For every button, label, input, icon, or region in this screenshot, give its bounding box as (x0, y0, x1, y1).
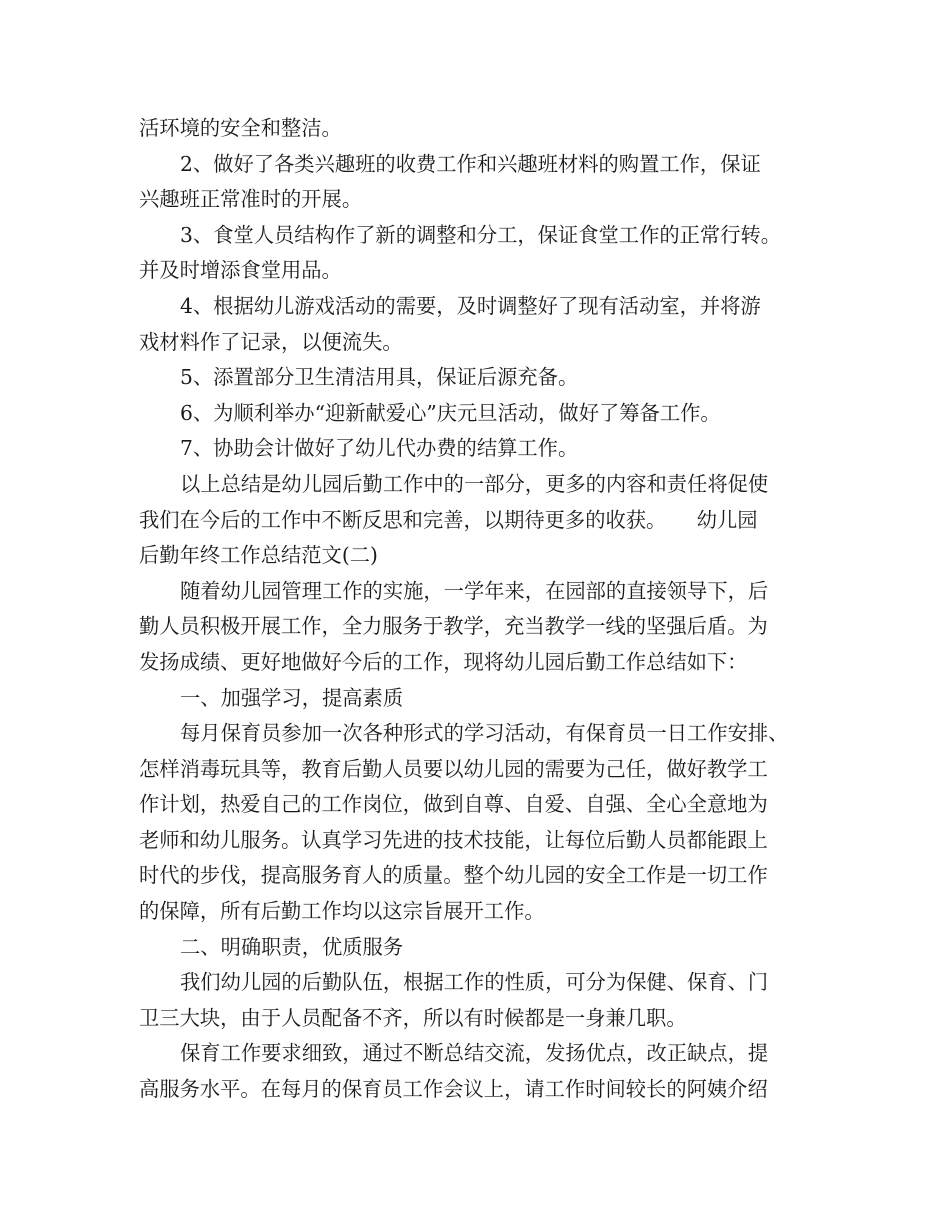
text-line: 勤人员积极开展工作，全力服务于教学，充当教学一线的坚强后盾。为 (139, 614, 768, 639)
text-line: 3、食堂人员结构作了新的调整和分工，保证食堂工作的正常行转。 (180, 222, 782, 247)
text-line: 以上总结是幼儿园后勤工作中的一部分，更多的内容和责任将促使 (180, 471, 769, 496)
text-line: 随着幼儿园管理工作的实施，一学年来，在园部的直接领导下，后 (180, 578, 769, 603)
text-line: 保育工作要求细致，通过不断总结交流，发扬优点，改正缺点，提 (180, 1041, 769, 1066)
text-line: 活环境的安全和整洁。 (139, 116, 342, 140)
text-line: 的保障，所有后勤工作均以这宗旨展开工作。 (139, 899, 545, 924)
text-line: 我们幼儿园的后勤队伍，根据工作的性质，可分为保健、保育、门 (180, 970, 769, 995)
text-line: 高服务水平。在每月的保育员工作会议上，请工作时间较长的阿姨介绍 (139, 1077, 768, 1102)
text-line: 每月保育员参加一次各种形式的学习活动，有保育员一日工作安排、 (180, 721, 789, 746)
text-line: 6、为顺利举办“迎新献爱心”庆元旦活动，做好了筹备工作。 (180, 400, 721, 425)
text-line: 4、根据幼儿游戏活动的需要，及时调整好了现有活动室，并将游 (180, 293, 761, 318)
text-line: 发扬成绩、更好地做好今后的工作，现将幼儿园后勤工作总结如下： (139, 649, 748, 674)
text-line: 并及时增添食堂用品。 (139, 258, 342, 283)
text-line: 戏材料作了记录，以便流失。 (139, 329, 403, 354)
text-line: 我们在今后的工作中不断反思和完善，以期待更多的收获。 幼儿园 (139, 507, 758, 532)
text-line: 怎样消毒玩具等，教育后勤人员要以幼儿园的需要为己任，做好教学工 (139, 756, 768, 781)
text-line: 卫三大块，由于人员配备不齐，所以有时候都是一身兼几职。 (139, 1005, 687, 1030)
text-line: 时代的步伐，提高服务育人的质量。整个幼儿园的安全工作是一切工作 (139, 863, 768, 888)
text-line: 7、协助会计做好了幼儿代办费的结算工作。 (180, 436, 579, 461)
text-line: 老师和幼儿服务。认真学习先进的技术技能，让每位后勤人员都能跟上 (139, 827, 768, 852)
text-line: 2、做好了各类兴趣班的收费工作和兴趣班材料的购置工作，保证 (180, 151, 761, 176)
text-line: 作计划，热爱自己的工作岗位，做到自尊、自爱、自强、全心全意地为 (139, 792, 768, 817)
text-line: 一、加强学习，提高素质 (180, 685, 404, 710)
document-body (139, 111, 829, 1108)
text-line: 二、明确职责，优质服务 (180, 934, 404, 959)
text-line: 后勤年终工作总结范文(二) (139, 543, 378, 568)
text-line: 5、添置部分卫生清洁用具，保证后源充备。 (180, 365, 579, 390)
text-line: 兴趣班正常准时的开展。 (139, 187, 363, 212)
